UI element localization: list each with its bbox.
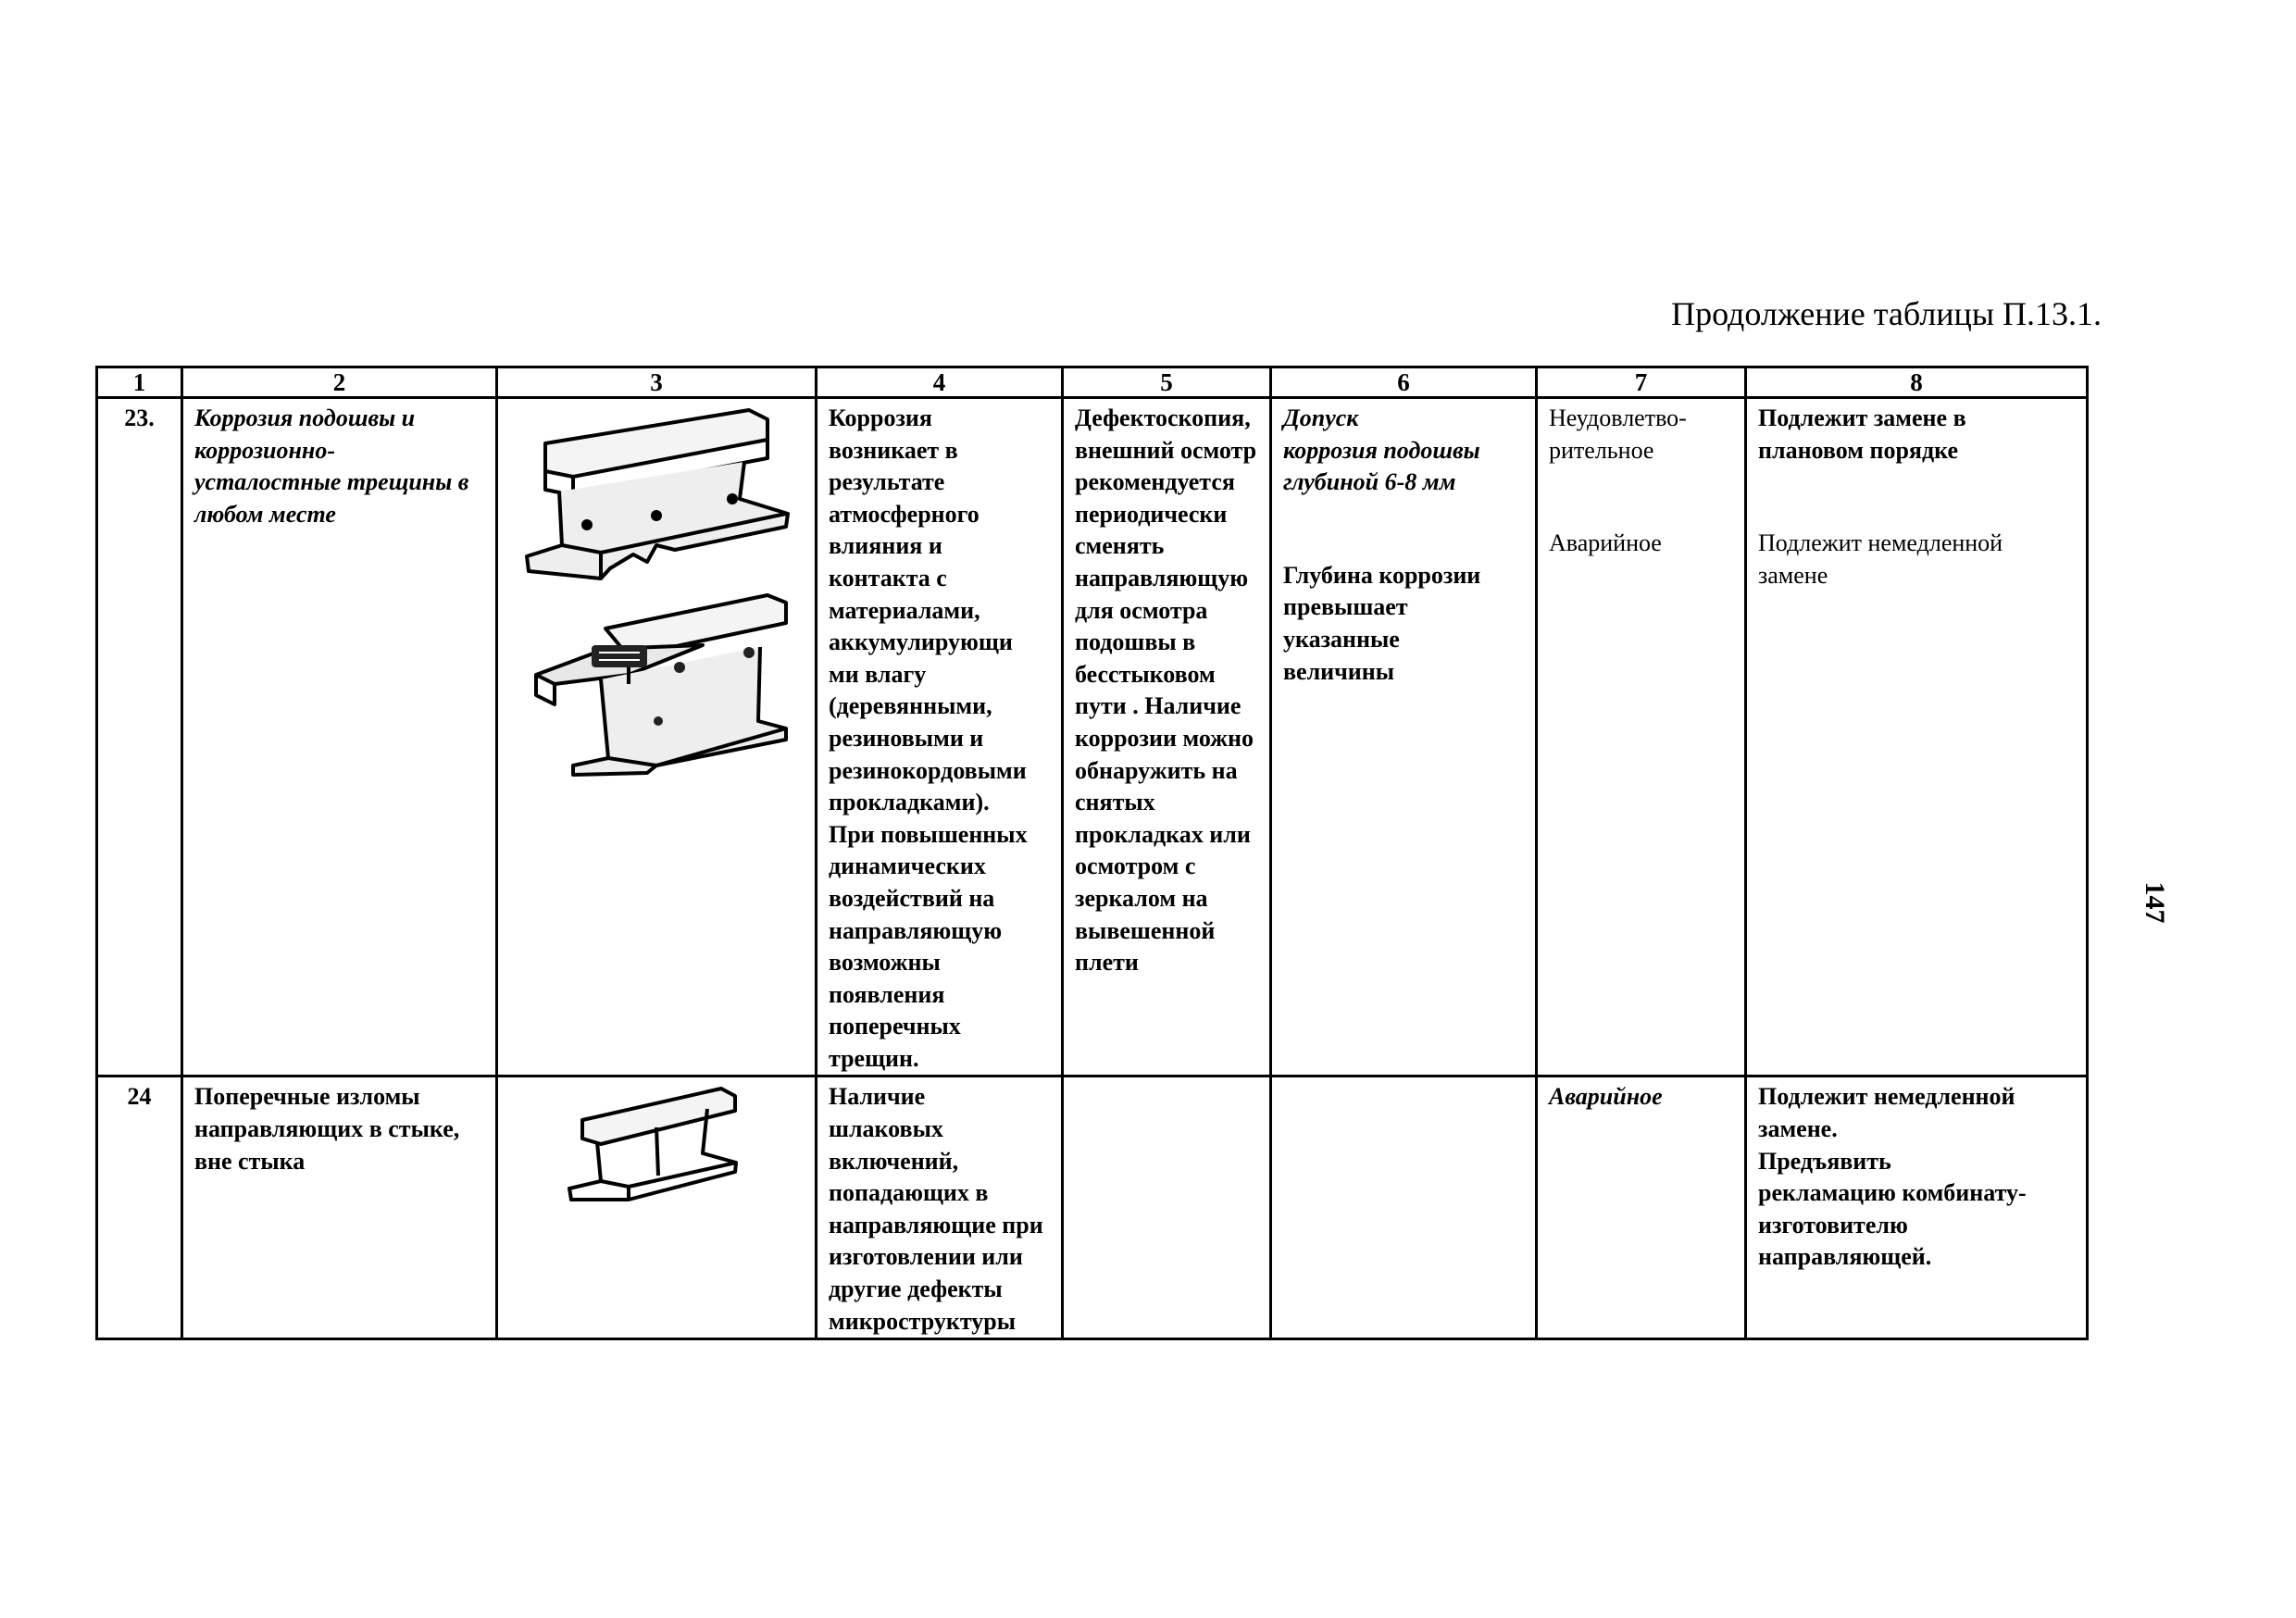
- rail-with-corroded-foot-drawing: [518, 406, 795, 582]
- table-row: [97, 398, 2088, 1077]
- detection-method: [1063, 1077, 1271, 1339]
- column-header-3: 3: [497, 367, 817, 398]
- column-header-2: 2: [182, 367, 497, 398]
- row-number: 24: [97, 1077, 182, 1339]
- column-header-1: 1: [97, 367, 182, 398]
- column-header-4: 4: [817, 367, 1063, 398]
- table-row: [97, 1077, 2088, 1339]
- illustration-cell: [497, 398, 817, 1077]
- defect-description: Поперечные изломы направляющих в стыке, вне стыка: [182, 1077, 497, 1339]
- illustration-cell: [497, 1077, 817, 1339]
- assessment-criteria: [1271, 1077, 1537, 1339]
- defects-table: [95, 366, 2089, 1340]
- broken-rail-drawing: [564, 1085, 749, 1205]
- page-number: 147: [2140, 881, 2170, 924]
- column-header-5: 5: [1063, 367, 1271, 398]
- required-action: Подлежит немедленной замене. Предъявить рекламацию комбинату- изготовителю направляющей.: [1746, 1077, 2088, 1339]
- detection-method: Дефектоскопия, внешний осмотр рекомендуется периодически сменять направляющую для осмотра подошвы в бесстыковом пути . Наличие коррозии можно обнаружить на снятых прокладках или осмотром с зеркалом на вывешенной плети: [1063, 398, 1271, 1077]
- condition-state: Аварийное: [1537, 1077, 1746, 1339]
- table-caption: Продолжение таблицы П.13.1.: [1671, 295, 2102, 332]
- rail-on-sleeper-with-fastening-drawing: [518, 591, 795, 777]
- required-action: Подлежит замене в плановом порядке Подлежит немедленной замене: [1746, 398, 2088, 1077]
- header-row: [97, 367, 2088, 398]
- row-number: 23.: [97, 398, 182, 1077]
- column-header-8: 8: [1746, 367, 2088, 398]
- defect-cause: Наличие шлаковых включений, попадающих в направляющие при изготовлении или другие дефекты микроструктуры: [817, 1077, 1063, 1339]
- assessment-criteria: Допуск коррозия подошвы глубиной 6-8 мм Глубина коррозии превышает указанные величины: [1271, 398, 1537, 1077]
- condition-state: Неудовлетво- рительное Аварийное: [1537, 398, 1746, 1077]
- defect-description: Коррозия подошвы и коррозионно- усталостные трещины в любом месте: [182, 398, 497, 1077]
- defect-cause: Коррозия возникает в результате атмосферного влияния и контакта с материалами, аккумулирующи ми влагу (деревянными, резиновыми и резинокордовыми прокладками). При повышенных динамических воздействий на направляющую возможны появления поперечных трещин.: [817, 398, 1063, 1077]
- column-header-6: 6: [1271, 367, 1537, 398]
- column-header-7: 7: [1537, 367, 1746, 398]
